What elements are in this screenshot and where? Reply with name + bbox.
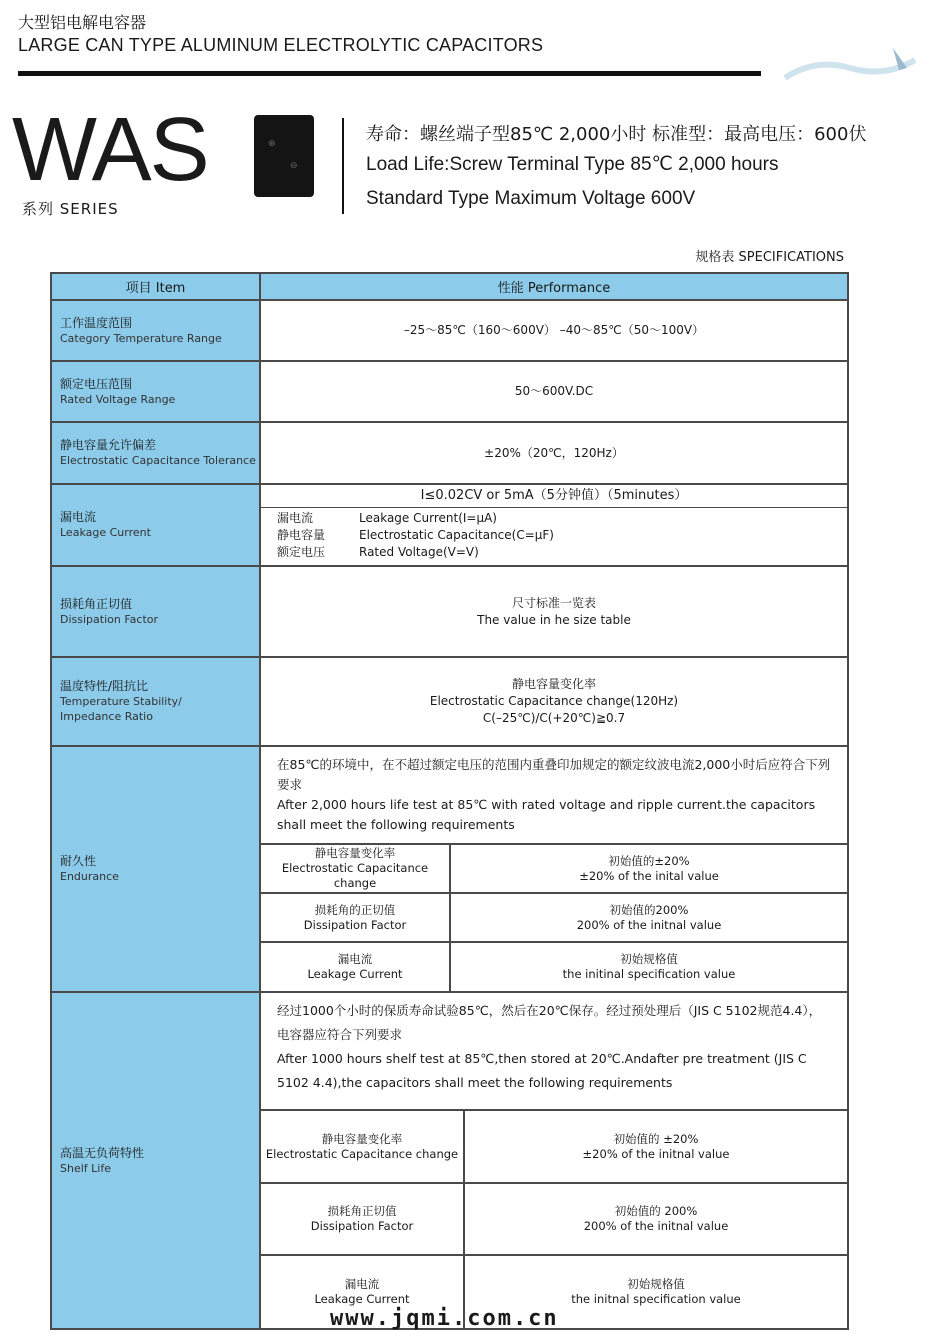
divider — [342, 118, 344, 214]
legend-value: Leakage Current(I=μA) — [359, 511, 497, 525]
sub-value — [450, 893, 847, 942]
item-endurance-en: Endurance — [60, 870, 119, 883]
leakage-legend-row — [277, 510, 847, 527]
sub-item — [261, 942, 450, 991]
load-life-cn: 寿命：螺丝端子型85℃ 2,000小时 标准型：最高电压：600伏 — [366, 124, 867, 145]
leakage-legend-row — [277, 544, 847, 561]
perf-voltage: 50～600V.DC — [260, 361, 848, 422]
spec-table — [50, 272, 849, 1330]
item-tolerance — [51, 422, 260, 484]
item-leakage-cn: 漏电流 — [60, 510, 97, 524]
sub-value-en: ±20% of the initnal value — [582, 1146, 730, 1161]
sub-value-cn: 初始规格值 — [620, 952, 678, 966]
item-shelf-life-en: Shelf Life — [60, 1161, 111, 1175]
sub-item — [261, 1110, 464, 1183]
temp-stability-line: C(–25℃)/C(+20℃)≧0.7 — [482, 711, 626, 725]
sub-item-cn: 损耗角的正切值 — [314, 902, 396, 917]
item-temp-cn: 工作温度范围 — [60, 315, 133, 330]
sub-item-en: Leakage Current — [314, 1292, 410, 1306]
sub-value-cn: 初始值的±20% — [608, 853, 690, 868]
item-impedance-en: Impedance Ratio — [60, 710, 153, 723]
leakage-formula: I≤0.02CV or 5mA（5分钟值）（5minutes） — [261, 485, 847, 508]
endurance-subtable — [261, 843, 847, 991]
item-endurance — [51, 746, 260, 992]
perf-temp-stability — [260, 657, 848, 746]
sub-item-cn: 漏电流 — [337, 952, 373, 966]
header-performance: 性能 Performance — [260, 273, 848, 300]
item-leakage — [51, 484, 260, 566]
table-header-row — [51, 273, 848, 300]
sub-item — [261, 1183, 464, 1255]
sub-value — [464, 1183, 847, 1255]
sub-item-en: Electrostatic Capacitance change — [281, 861, 429, 890]
leakage-legend — [261, 508, 847, 565]
table-row-temp — [51, 300, 848, 361]
sub-item-en: Leakage Current — [307, 967, 403, 981]
sub-value — [464, 1110, 847, 1183]
temp-stability-line: Electrostatic Capacitance change(120Hz) — [429, 694, 679, 708]
sub-item — [261, 893, 450, 942]
legend-key: 额定电压 — [277, 545, 326, 559]
perf-tolerance: ±20%（20℃，120Hz） — [260, 422, 848, 484]
shelf-subtable — [261, 1109, 847, 1328]
endurance-subrow — [261, 844, 847, 893]
endurance-subrow — [261, 942, 847, 991]
item-dissipation-en: Dissipation Factor — [60, 612, 159, 626]
shelf-desc-en: After 1000 hours shelf test at 85℃,then stored at 20℃.Andafter pre treatment (JIS C 5102 4.4),the capacitors shall meet the following requirements — [277, 1051, 807, 1090]
dissipation-value-cn: 尺寸标准一览表 — [511, 595, 596, 610]
item-tolerance-cn: 静电容量允许偏差 — [60, 438, 157, 452]
table-row-endurance — [51, 746, 848, 992]
sub-value-cn: 初始值的200% — [609, 902, 689, 917]
item-shelf-life — [51, 992, 260, 1329]
series-label: 系列 SERIES — [22, 200, 119, 218]
watermark: www.jqmi.com.cn — [330, 1306, 559, 1331]
sub-value — [450, 942, 847, 991]
sub-item-cn: 损耗角正切值 — [327, 1204, 397, 1218]
perf-dissipation — [260, 566, 848, 657]
sub-value-cn: 初始值的 ±20% — [613, 1131, 699, 1146]
item-temp-stability — [51, 657, 260, 746]
table-row-shelf-life — [51, 992, 848, 1329]
item-voltage — [51, 361, 260, 422]
sub-value-en: the initnal specification value — [571, 1292, 741, 1306]
shelf-subrow — [261, 1110, 847, 1183]
item-shelf-life-cn: 高温无负荷特性 — [60, 1145, 145, 1160]
legend-key: 漏电流 — [277, 511, 314, 525]
item-tolerance-en: Electrostatic Capacitance Tolerance — [60, 454, 256, 467]
page-title-en: LARGE CAN TYPE ALUMINUM ELECTROLYTIC CAPACITORS — [18, 35, 544, 55]
item-endurance-cn: 耐久性 — [60, 854, 97, 868]
legend-key: 静电容量 — [277, 528, 326, 542]
sub-item-cn: 静电容量变化率 — [321, 1131, 403, 1146]
item-dissipation — [51, 566, 260, 657]
series-name: WAS — [12, 100, 208, 200]
sub-item — [261, 844, 450, 893]
item-temp-en: Category Temperature Range — [60, 331, 222, 345]
sub-value-en: 200% of the initnal value — [576, 917, 722, 932]
perf-endurance — [260, 746, 848, 992]
sub-value-en: the initinal specification value — [562, 967, 736, 981]
endurance-desc-cn: 在85℃的环境中，在不超过额定电压的范围内重叠印加规定的额定纹波电流2,000小时后应符合下列要求 — [277, 757, 831, 792]
sub-value-cn: 初始值的 200% — [614, 1204, 698, 1218]
sub-item-en: Electrostatic Capacitance change — [265, 1146, 459, 1161]
header-item: 项目 Item — [51, 273, 260, 300]
page-title-cn: 大型铝电解电容器 — [18, 13, 147, 32]
endurance-subrow — [261, 893, 847, 942]
sub-value — [450, 844, 847, 893]
sub-value-en: 200% of the initnal value — [583, 1219, 729, 1233]
dissipation-value-en: The value in he size table — [477, 612, 631, 627]
load-life-en: Load Life:Screw Terminal Type 85℃ 2,000 hours — [366, 154, 779, 175]
table-row-dissipation — [51, 566, 848, 657]
item-voltage-cn: 额定电压范围 — [60, 376, 133, 391]
legend-value: Rated Voltage(V=V) — [359, 545, 479, 559]
brand-logo-icon — [775, 38, 925, 93]
shelf-description — [261, 993, 847, 1109]
polarity-plus-icon: ⊕ — [268, 139, 276, 149]
max-voltage-en: Standard Type Maximum Voltage 600V — [366, 188, 696, 209]
table-row-voltage — [51, 361, 848, 422]
perf-shelf-life — [260, 992, 848, 1329]
spec-label: 规格表 SPECIFICATIONS — [695, 250, 844, 265]
item-temp-stability-en: Temperature Stability/ — [60, 695, 182, 708]
item-dissipation-cn: 损耗角正切值 — [60, 596, 133, 611]
leakage-legend-row — [277, 527, 847, 544]
item-leakage-en: Leakage Current — [60, 526, 151, 539]
sub-item-en: Dissipation Factor — [303, 917, 407, 932]
table-row-tolerance — [51, 422, 848, 484]
header-rule — [18, 71, 761, 76]
endurance-description — [261, 747, 847, 843]
item-temp-stability-cn: 温度特性/阻抗比 — [60, 679, 149, 693]
shelf-desc-cn: 经过1000个小时的保质寿命试验85℃，然后在20℃保存。经过预处理后（JIS C 5102规范4.4），电容器应符合下列要求 — [277, 1003, 822, 1042]
table-row-leakage — [51, 484, 848, 566]
item-temp — [51, 300, 260, 361]
capacitor-image — [254, 115, 314, 197]
legend-value: Electrostatic Capacitance(C=μF) — [359, 528, 554, 542]
sub-item-cn: 漏电流 — [344, 1277, 380, 1291]
perf-temp: –25～85℃（160～600V） –40～85℃（50～100V） — [260, 300, 848, 361]
perf-leakage — [260, 484, 848, 566]
sub-item-cn: 静电容量变化率 — [314, 846, 396, 860]
sub-value-en: ±20% of the inital value — [579, 868, 719, 883]
shelf-subrow — [261, 1183, 847, 1255]
item-voltage-en: Rated Voltage Range — [60, 392, 176, 406]
sub-value-cn: 初始规格值 — [627, 1277, 685, 1291]
polarity-minus-icon: ⊖ — [290, 161, 298, 171]
table-row-temp-stability — [51, 657, 848, 746]
temp-stability-line: 静电容量变化率 — [511, 677, 596, 691]
endurance-desc-en: After 2,000 hours life test at 85℃ with rated voltage and ripple current.the capacitors shall meet the following requirements — [277, 797, 816, 832]
sub-item-en: Dissipation Factor — [310, 1219, 414, 1233]
